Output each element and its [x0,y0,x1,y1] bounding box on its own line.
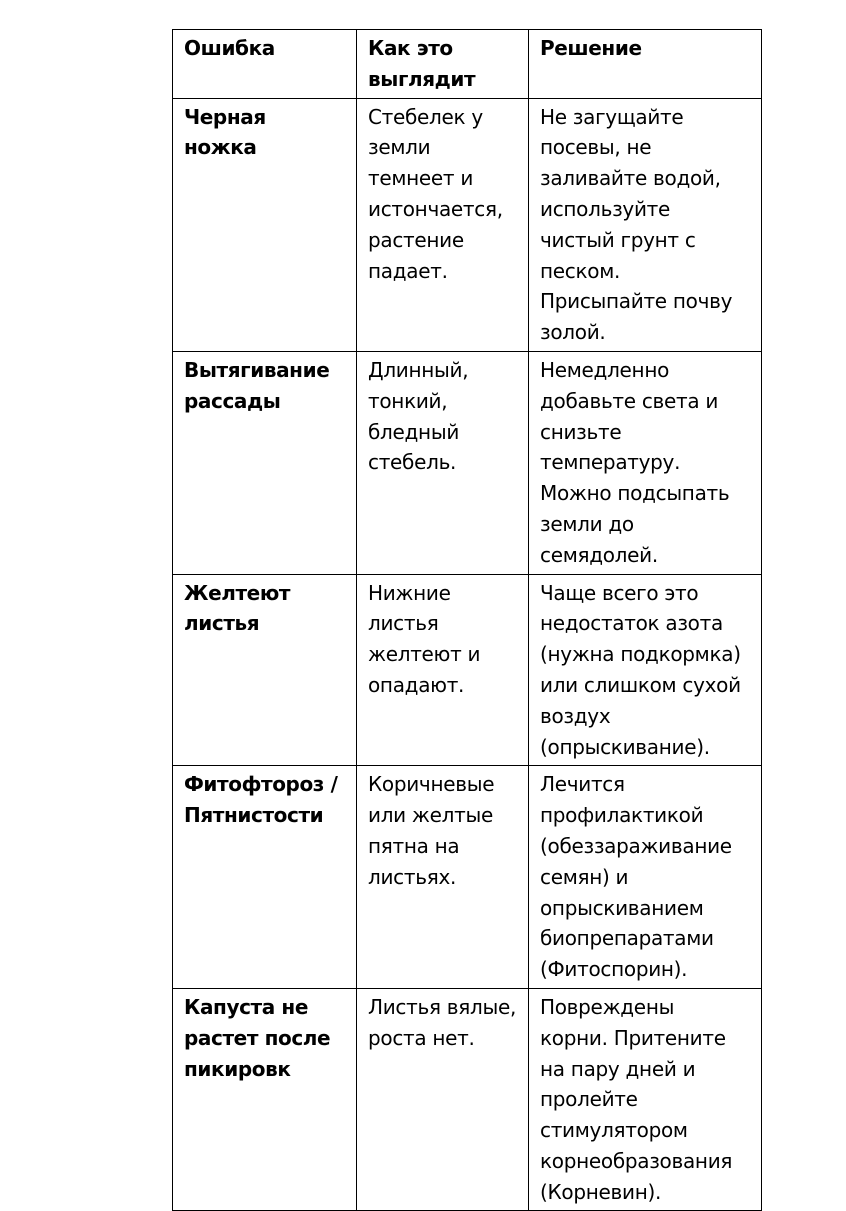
solution-cell: Чаще всего это недостаток азота (нужна подкормка) или слишком сухой воздух (опрыскивание). [529,574,762,766]
table-header-row [173,30,762,99]
look-cell: Длинный, тонкий, бледный стебель. [357,351,529,574]
error-cell: Капуста не растет после пикировк [173,988,357,1211]
look-cell: Нижние листья желтеют и опадают. [357,574,529,766]
solution-cell: Лечится профилактикой (обеззараживание семян) и опрыскиванием биопрепаратами (Фитоспорин). [529,766,762,989]
table-row [173,98,762,351]
look-cell: Коричневые или желтые пятна на листьях. [357,766,529,989]
error-cell: Желтеют листья [173,574,357,766]
table-row [173,351,762,574]
errors-table [172,29,762,1211]
look-cell: Листья вялые, роста нет. [357,988,529,1211]
solution-cell: Немедленно добавьте света и снизьте температуру. Можно подсыпать земли до семядолей. [529,351,762,574]
solution-cell: Повреждены корни. Притените на пару дней и пролейте стимулятором корнеобразования (Корневин). [529,988,762,1211]
header-solution: Решение [529,30,762,99]
error-cell: Вытягивание рассады [173,351,357,574]
table-row [173,766,762,989]
table-row [173,574,762,766]
look-cell: Стебелек у земли темнеет и истончается, растение падает. [357,98,529,351]
error-cell: Черная ножка [173,98,357,351]
header-look: Как это выглядит [357,30,529,99]
table-row [173,988,762,1211]
solution-cell: Не загущайте посевы, не заливайте водой, используйте чистый грунт с песком. Присыпайте почву золой. [529,98,762,351]
error-cell: Фитофтороз / Пятнистости [173,766,357,989]
header-error: Ошибка [173,30,357,99]
